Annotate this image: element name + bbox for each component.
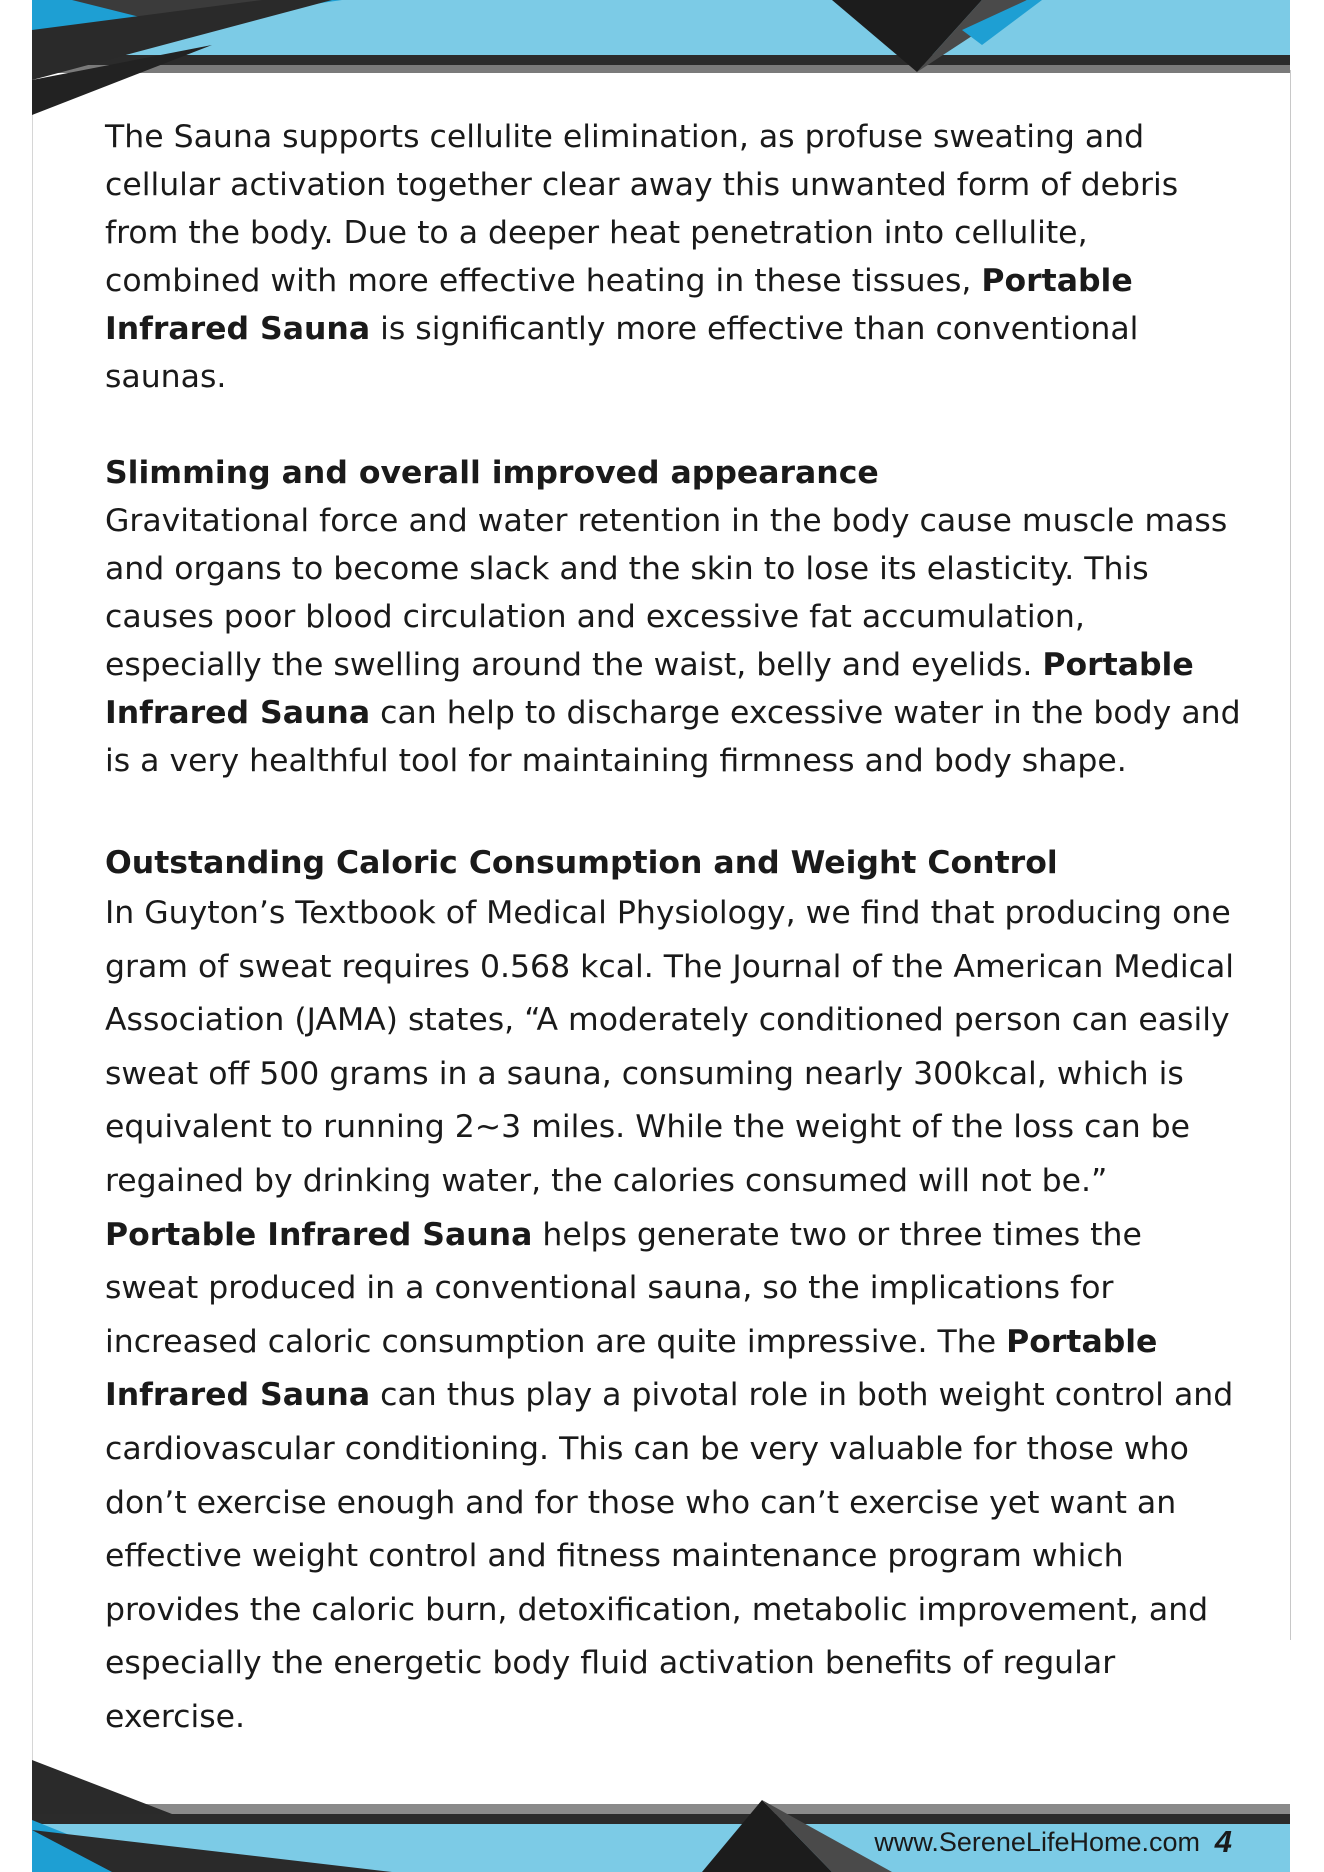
product-name: Portable Infrared Sauna bbox=[105, 1323, 1158, 1414]
document-body bbox=[105, 113, 1245, 1745]
header-graphic bbox=[32, 0, 1290, 115]
paragraph-slimming: Gravitational force and water retention in the body cause muscle mass and organs to become slack and the skin to lose its elasticity. This causes poor blood circulation and excessive fat accumulation, especially the swelling around the waist, belly and eyelids. Portable Infrared Sauna can help to discharge excessive water in the body and is a very healthful tool for maintaining firmness and body shape. bbox=[105, 503, 1241, 779]
page-edge-line bbox=[1290, 70, 1291, 1640]
product-name: Portable Infrared Sauna bbox=[105, 1216, 533, 1253]
paragraph-caloric: In Guyton’s Textbook of Medical Physiology, we find that producing one gram of sweat requires 0.568 kcal. The Journal of the American Medical Association (JAMA) states, “A moderately conditioned person can easily sweat off 500 grams in a sauna, consuming nearly 300kcal, which is equivalent to running 2~3 miles. While the weight of the loss can be regained by drinking water, the calories consumed will not be.” Portable Infrared Sauna helps generate two or three times the sweat produced in a conventional sauna, so the implications for increased caloric consumption are quite impressive. The Portable Infrared Sauna can thus play a pivotal role in both weight control and cardiovascular conditioning. This can be very valuable for those who don’t exercise enough and for those who can’t exercise yet want an effective weight control and fitness maintenance program which provides the caloric burn, detoxification, metabolic improvement, and especially the energetic body fluid activation benefits of regular exercise. bbox=[105, 895, 1235, 1735]
header-decoration bbox=[32, 0, 1290, 115]
product-name: Portable Infrared Sauna bbox=[105, 263, 1133, 347]
footer-decoration bbox=[32, 1760, 1290, 1872]
heading-caloric: Outstanding Caloric Consumption and Weight Control bbox=[105, 845, 1058, 881]
page-number: 4 bbox=[1214, 1824, 1232, 1859]
product-name: Portable Infrared Sauna bbox=[105, 647, 1194, 731]
section-caloric bbox=[105, 839, 1245, 1745]
paragraph-cellulite: The Sauna supports cellulite elimination, as profuse sweating and cellular activation together clear away this unwanted form of debris from the body. Due to a deeper heat penetration into cellulite, combined with more effective heating in these tissues, Portable Infrared Sauna is significantly more effective than conventional saunas. bbox=[105, 119, 1179, 395]
website-url[interactable]: www.SereneLifeHome.com bbox=[874, 1827, 1200, 1857]
heading-slimming: Slimming and overall improved appearance bbox=[105, 455, 879, 491]
